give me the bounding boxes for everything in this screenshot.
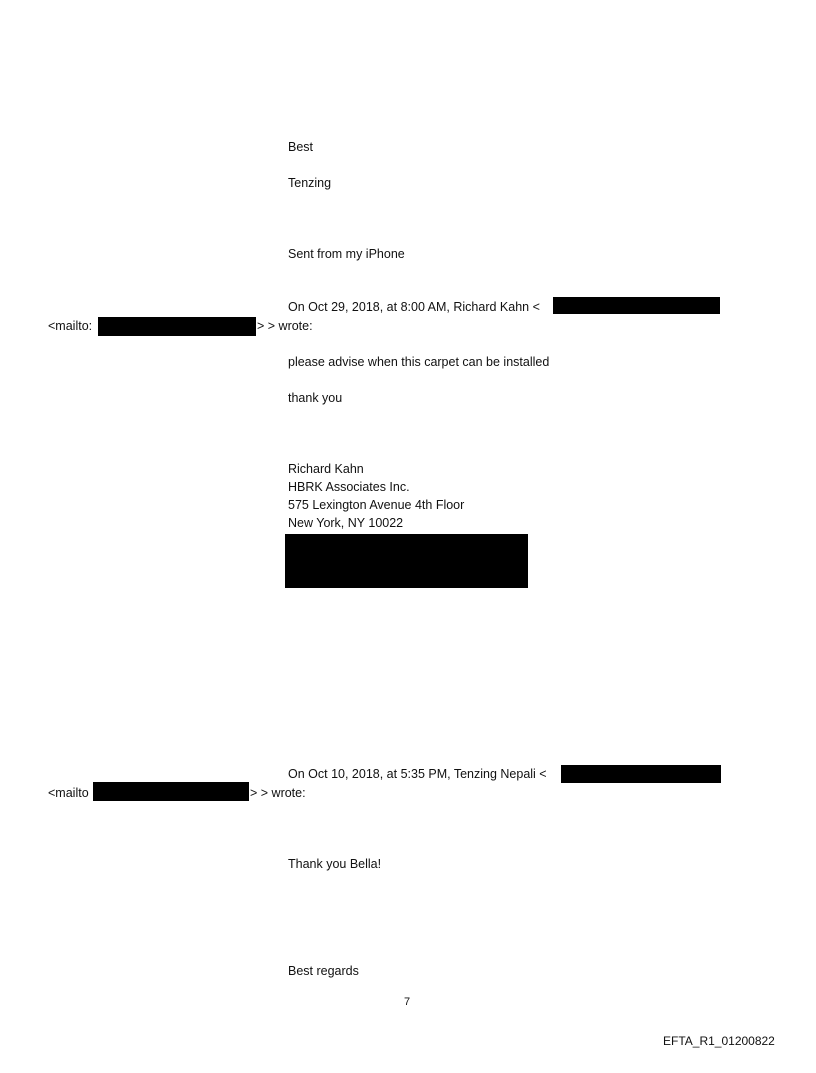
page-number: 7 xyxy=(404,996,411,1008)
redaction-block xyxy=(285,534,528,588)
signature-company: HBRK Associates Inc. xyxy=(288,480,410,494)
signature-address: 575 Lexington Avenue 4th Floor xyxy=(288,498,465,512)
redaction-block xyxy=(553,297,720,314)
thank-you-line: thank you xyxy=(288,391,343,405)
mailto-prefix-1: <mailto: xyxy=(48,319,93,333)
redaction-block xyxy=(561,765,721,783)
sent-from-line: Sent from my iPhone xyxy=(288,247,405,261)
email-header-2: On Oct 10, 2018, at 5:35 PM, Tenzing Nepali < xyxy=(288,767,547,781)
signature-tenzing: Tenzing xyxy=(288,176,332,190)
signature-city: New York, NY 10022 xyxy=(288,516,404,530)
email-header-1: On Oct 29, 2018, at 8:00 AM, Richard Kahn < xyxy=(288,300,540,314)
redaction-block xyxy=(93,782,249,801)
wrote-2: > > wrote: xyxy=(250,786,306,800)
closing-best: Best xyxy=(288,140,314,154)
email-body-2: Thank you Bella! xyxy=(288,857,382,871)
email-body-1: please advise when this carpet can be installed xyxy=(288,355,550,369)
redaction-block xyxy=(98,317,256,336)
mailto-prefix-2: <mailto xyxy=(48,786,89,800)
document-id: EFTA_R1_01200822 xyxy=(663,1034,775,1048)
signature-name: Richard Kahn xyxy=(288,462,364,476)
wrote-1: > > wrote: xyxy=(257,319,313,333)
closing-best-regards: Best regards xyxy=(288,964,359,978)
